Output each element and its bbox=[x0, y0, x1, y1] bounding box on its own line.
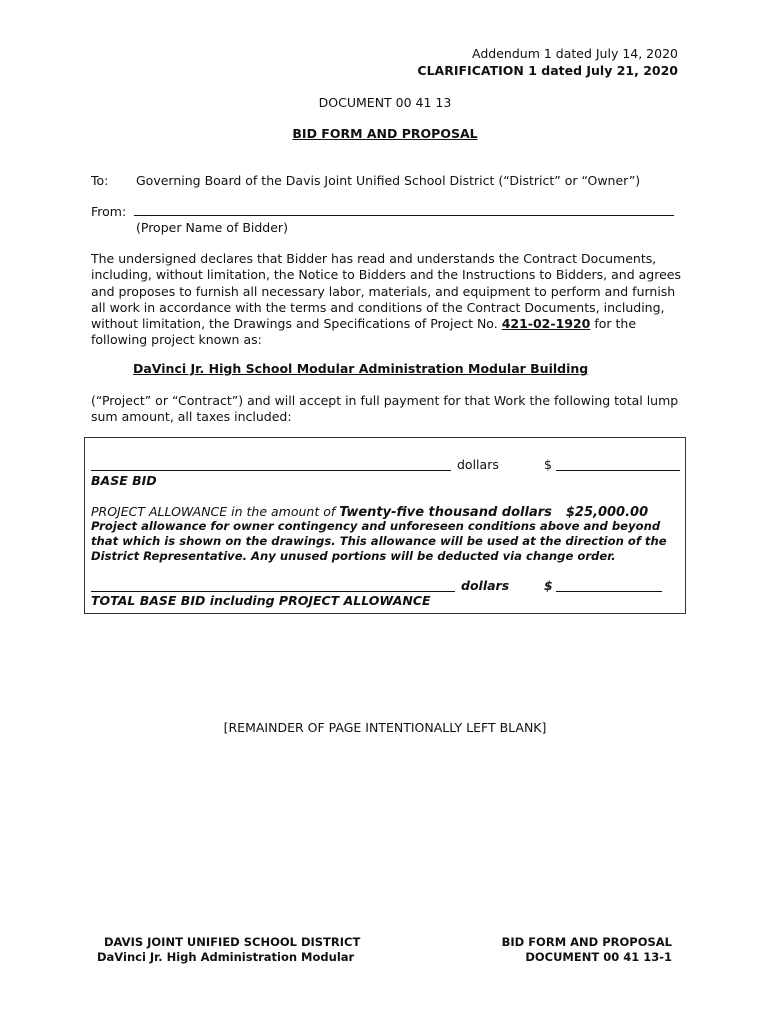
allowance-amount: $25,000.00 bbox=[565, 505, 649, 520]
allowance-line bbox=[91, 504, 648, 520]
base-bid-words-field[interactable] bbox=[91, 470, 451, 471]
blank-page-notice: [REMAINDER OF PAGE INTENTIONALLY LEFT BLANK] bbox=[223, 720, 547, 735]
intro-text: The undersigned declares that Bidder has read and understands the Contract Documents, including, without limitation, the Notice to Bidders and the Instructions to Bidders, and agrees and proposes to furnish all necessary labor, materials, and equipment to perform and furnish all work in accordance with the terms and conditions of the Contract Documents, including, without limitation, the Drawings and Specifications of Project No. bbox=[91, 251, 681, 332]
footer-form-title: BID FORM AND PROPOSAL bbox=[501, 935, 672, 949]
intro-paragraph bbox=[91, 251, 681, 349]
total-bid-words-field[interactable] bbox=[91, 591, 455, 592]
total-bid-dollars-word: dollars bbox=[461, 578, 510, 593]
document-number: DOCUMENT 00 41 13 bbox=[318, 95, 452, 110]
addendum-line: Addendum 1 dated July 14, 2020 bbox=[472, 46, 678, 61]
allowance-prefix: PROJECT ALLOWANCE in the amount of bbox=[91, 504, 340, 519]
total-bid-label: TOTAL BASE BID including PROJECT ALLOWANCE bbox=[91, 593, 431, 608]
bidder-name-field[interactable] bbox=[134, 215, 674, 216]
payment-paragraph: (“Project” or “Contract”) and will accept in full payment for that Work the following total lump sum amount, all taxes included: bbox=[91, 393, 679, 425]
base-bid-label: BASE BID bbox=[91, 473, 157, 488]
from-caption: (Proper Name of Bidder) bbox=[136, 220, 288, 235]
allowance-words: Twenty-five thousand dollars bbox=[339, 505, 552, 520]
project-number: 421-02-1920 bbox=[501, 316, 591, 332]
footer-district: DAVIS JOINT UNIFIED SCHOOL DISTRICT bbox=[104, 935, 361, 949]
project-name: DaVinci Jr. High School Modular Administration Modular Building bbox=[133, 361, 589, 376]
page-title: BID FORM AND PROPOSAL bbox=[292, 126, 478, 141]
bid-amount-box bbox=[84, 437, 686, 614]
from-label: From: bbox=[91, 204, 127, 219]
base-bid-dollars-word: dollars bbox=[457, 457, 499, 472]
to-label: To: bbox=[91, 173, 109, 188]
clarification-line: CLARIFICATION 1 dated July 21, 2020 bbox=[417, 63, 678, 78]
project-number-suffix: for the following project known as: bbox=[91, 316, 637, 348]
footer-project: DaVinci Jr. High Administration Modular bbox=[97, 950, 355, 964]
total-bid-dollar-sign: $ bbox=[544, 578, 553, 593]
base-bid-dollar-sign: $ bbox=[544, 457, 552, 472]
total-bid-amount-field[interactable] bbox=[556, 591, 662, 592]
to-recipient: Governing Board of the Davis Joint Unified School District (“District” or “Owner”) bbox=[136, 173, 641, 188]
footer-document-number: DOCUMENT 00 41 13-1 bbox=[525, 950, 672, 964]
base-bid-amount-field[interactable] bbox=[556, 470, 680, 471]
allowance-note: Project allowance for owner contingency and unforeseen conditions above and beyond that which is shown on the drawings. This allowance will be used at the direction of the District Representative. Any unused portions will be deducted via change order. bbox=[91, 519, 667, 563]
